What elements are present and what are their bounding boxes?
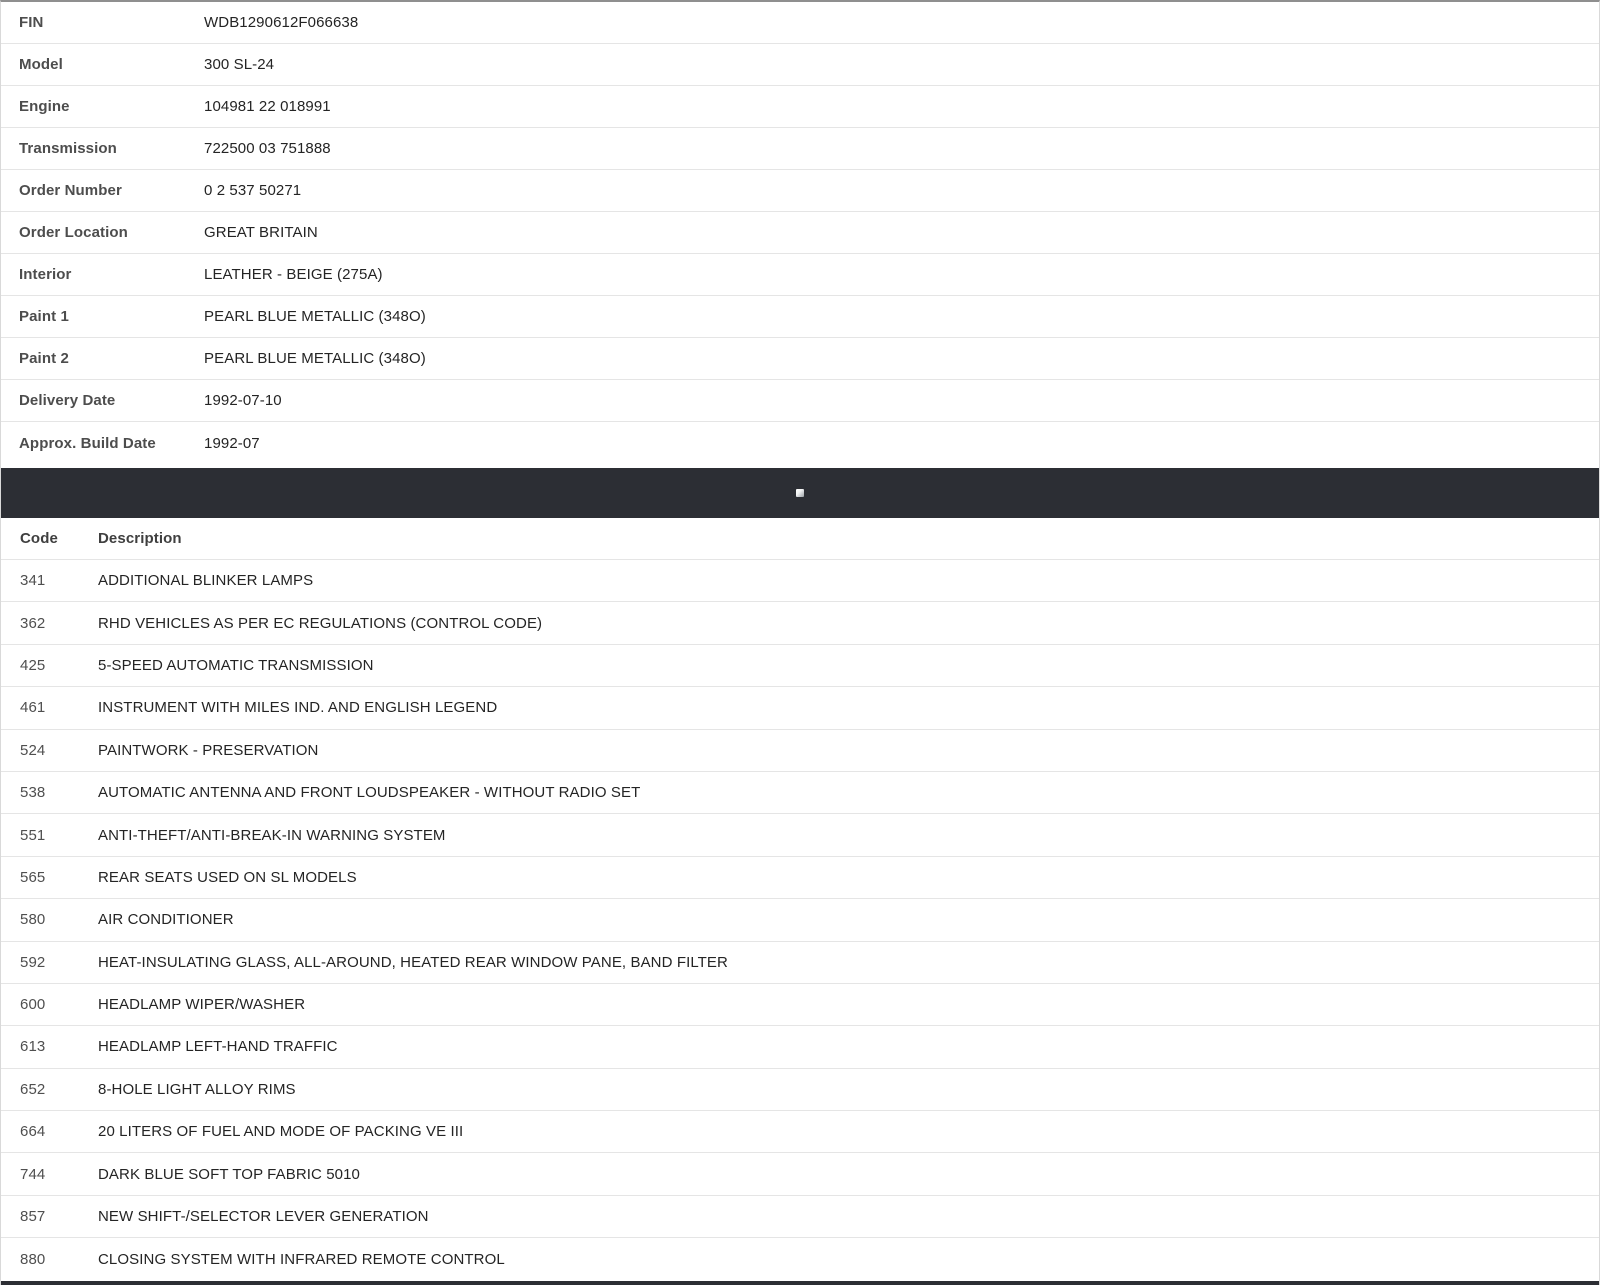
description-cell: AIR CONDITIONER <box>98 911 234 929</box>
description-cell: HEADLAMP WIPER/WASHER <box>98 996 306 1014</box>
code-row <box>1 1111 1599 1153</box>
description-cell: CLOSING SYSTEM WITH INFRARED REMOTE CONTROL <box>98 1250 505 1268</box>
info-row-value: GREAT BRITAIN <box>204 224 318 241</box>
info-row-label: Engine <box>19 98 70 115</box>
code-row <box>1 730 1599 772</box>
description-cell: PAINTWORK - PRESERVATION <box>98 741 319 759</box>
code-column-header: Code <box>20 530 58 547</box>
info-row-label: Paint 1 <box>19 308 69 325</box>
code-row <box>1 602 1599 644</box>
codes-table-body <box>1 560 1599 1281</box>
info-row <box>1 128 1599 170</box>
code-cell: 524 <box>20 741 46 759</box>
info-row <box>1 338 1599 380</box>
info-row <box>1 2 1599 44</box>
code-row <box>1 942 1599 984</box>
description-cell: 20 LITERS OF FUEL AND MODE OF PACKING VE III <box>98 1123 464 1141</box>
code-cell: 592 <box>20 953 46 971</box>
info-row <box>1 44 1599 86</box>
info-row-value: 0 2 537 50271 <box>204 182 302 199</box>
code-cell: 880 <box>20 1250 46 1268</box>
code-row <box>1 899 1599 941</box>
description-cell: RHD VEHICLES AS PER EC REGULATIONS (CONTROL CODE) <box>98 614 543 632</box>
code-row <box>1 645 1599 687</box>
section-divider-bar <box>1 468 1599 518</box>
code-row <box>1 1153 1599 1195</box>
info-row-label: Paint 2 <box>19 350 69 367</box>
code-row <box>1 1026 1599 1068</box>
info-row <box>1 380 1599 422</box>
code-cell: 664 <box>20 1123 46 1141</box>
info-row-value: 1992-07 <box>204 434 260 452</box>
code-cell: 551 <box>20 826 46 844</box>
info-row-label: Order Number <box>19 182 122 199</box>
code-cell: 580 <box>20 911 46 929</box>
code-cell: 857 <box>20 1208 46 1226</box>
description-cell: DARK BLUE SOFT TOP FABRIC 5010 <box>98 1165 360 1183</box>
info-row-label: Order Location <box>19 224 128 241</box>
code-cell: 600 <box>20 996 46 1014</box>
code-row <box>1 984 1599 1026</box>
info-row <box>1 86 1599 128</box>
code-cell: 341 <box>20 572 46 590</box>
code-row <box>1 857 1599 899</box>
description-cell: NEW SHIFT-/SELECTOR LEVER GENERATION <box>98 1208 429 1226</box>
info-row <box>1 296 1599 338</box>
code-cell: 652 <box>20 1080 46 1098</box>
code-row <box>1 772 1599 814</box>
info-row <box>1 212 1599 254</box>
code-row <box>1 1069 1599 1111</box>
description-cell: HEADLAMP LEFT-HAND TRAFFIC <box>98 1038 338 1056</box>
description-column-header: Description <box>98 530 182 547</box>
codes-table-header <box>1 518 1599 560</box>
description-cell: 5-SPEED AUTOMATIC TRANSMISSION <box>98 656 374 674</box>
description-cell: 8-HOLE LIGHT ALLOY RIMS <box>98 1080 296 1098</box>
option-codes-table <box>1 518 1599 1281</box>
broken-image-icon <box>796 489 804 497</box>
info-row-label: Model <box>19 56 63 73</box>
info-row-value: 300 SL-24 <box>204 56 275 73</box>
vehicle-info-table <box>1 2 1599 464</box>
code-cell: 362 <box>20 614 46 632</box>
description-cell: ADDITIONAL BLINKER LAMPS <box>98 572 314 590</box>
code-cell: 425 <box>20 656 46 674</box>
code-cell: 565 <box>20 868 46 886</box>
info-row-label: Transmission <box>19 140 117 157</box>
code-cell: 744 <box>20 1165 46 1183</box>
info-row <box>1 170 1599 212</box>
description-cell: HEAT-INSULATING GLASS, ALL-AROUND, HEATED REAR WINDOW PANE, BAND FILTER <box>98 953 728 971</box>
description-cell: AUTOMATIC ANTENNA AND FRONT LOUDSPEAKER - WITHOUT RADIO SET <box>98 784 641 802</box>
code-row <box>1 687 1599 729</box>
code-cell: 538 <box>20 784 46 802</box>
code-row <box>1 1196 1599 1238</box>
description-cell: ANTI-THEFT/ANTI-BREAK-IN WARNING SYSTEM <box>98 826 446 844</box>
info-row-value: 1992-07-10 <box>204 392 282 409</box>
info-row-value: WDB1290612F066638 <box>204 14 359 31</box>
code-row <box>1 1238 1599 1280</box>
info-row-value: PEARL BLUE METALLIC (348O) <box>204 308 426 325</box>
info-row-label: Approx. Build Date <box>19 434 156 452</box>
info-row-value: 104981 22 018991 <box>204 98 331 115</box>
bottom-section-divider-bar <box>1 1281 1599 1285</box>
code-cell: 613 <box>20 1038 46 1056</box>
code-cell: 461 <box>20 699 46 717</box>
info-row-value: PEARL BLUE METALLIC (348O) <box>204 350 426 367</box>
code-row <box>1 814 1599 856</box>
info-row-value: LEATHER - BEIGE (275A) <box>204 266 383 283</box>
code-row <box>1 560 1599 602</box>
info-row-label: Interior <box>19 266 72 283</box>
info-row-value: 722500 03 751888 <box>204 140 331 157</box>
info-row-label: FIN <box>19 14 44 31</box>
info-row-label: Delivery Date <box>19 392 116 409</box>
description-cell: REAR SEATS USED ON SL MODELS <box>98 868 357 886</box>
info-row <box>1 254 1599 296</box>
description-cell: INSTRUMENT WITH MILES IND. AND ENGLISH LEGEND <box>98 699 498 717</box>
info-row <box>1 422 1599 464</box>
